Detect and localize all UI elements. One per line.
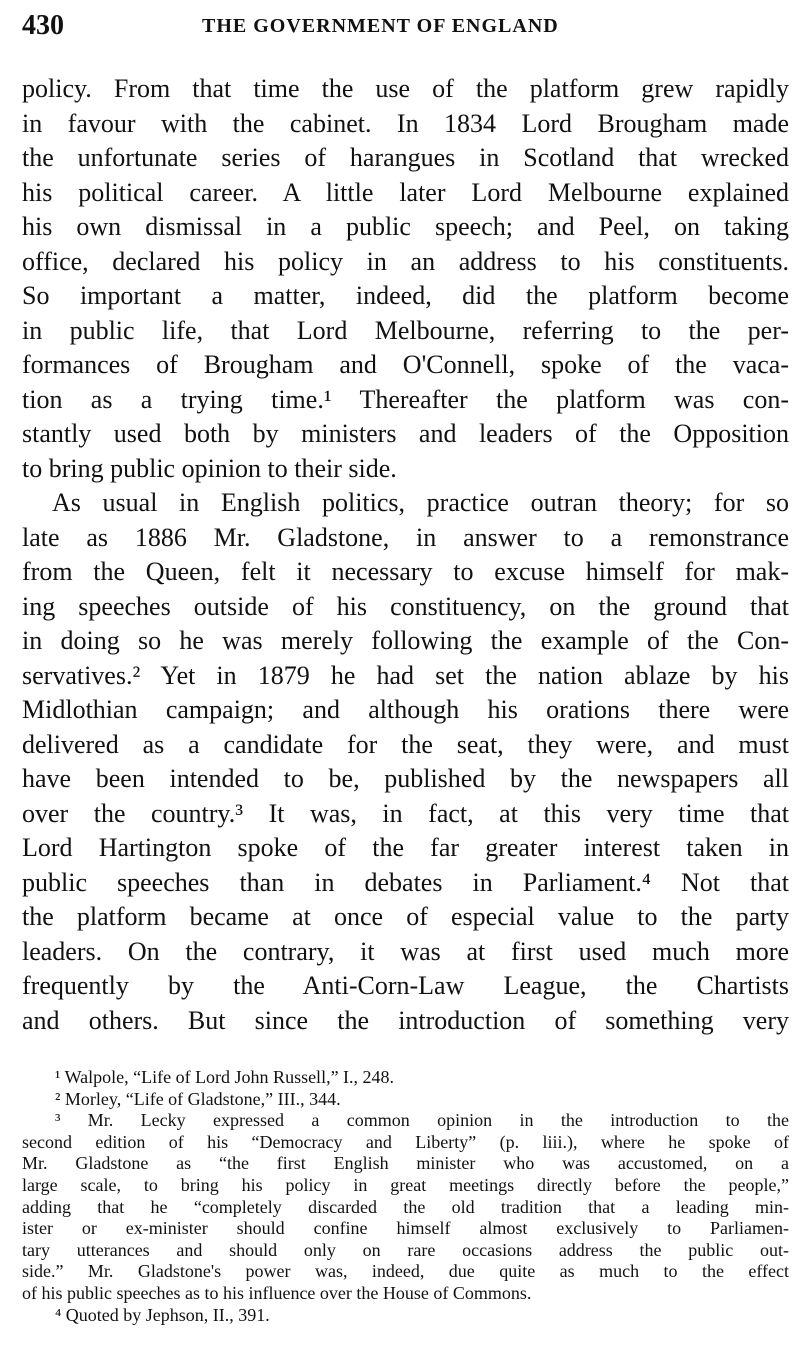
text-line: the platform became at once of especial value to the party xyxy=(22,902,789,931)
text-line: in favour with the cabinet. In 1834 Lord Brougham made xyxy=(22,108,789,138)
text-line: stantly used both by ministers and leaders of the Opposition xyxy=(22,419,789,448)
footnote-line: of his public speeches as to his influence over the House of Commons. xyxy=(22,1282,532,1303)
text-line: tion as a trying time.¹ Thereafter the platform was con- xyxy=(22,384,789,414)
text-line: public speeches than in debates in Parliament.⁴ Not that xyxy=(22,867,789,897)
text-line: and others. But since the introduction of something very xyxy=(22,1005,789,1035)
text-line: policy. From that time the use of the platform grew rapidly xyxy=(22,74,789,103)
footnote-2: ² Morley, “Life of Gladstone,” III., 344. xyxy=(55,1088,341,1109)
running-title: THE GOVERNMENT OF ENGLAND xyxy=(202,15,559,37)
footnote-line: side.” Mr. Gladstone's power was, indeed, due quite as much to the effect xyxy=(22,1261,789,1282)
text-line: ing speeches outside of his constituency, on the ground that xyxy=(22,591,789,621)
footnote-line: second edition of his “Democracy and Liberty” (p. liii.), where he spoke of xyxy=(22,1131,789,1152)
text-line: As usual in English politics, practice outran theory; for so xyxy=(52,488,789,517)
text-line: his own dismissal in a public speech; and Peel, on taking xyxy=(22,212,789,241)
text-line: the unfortunate series of harangues in Scotland that wrecked xyxy=(22,143,789,172)
body-text xyxy=(22,72,789,1038)
text-line: to bring public opinion to their side. xyxy=(22,453,397,483)
text-line: frequently by the Anti-Corn-Law League, the Chartists xyxy=(22,971,789,1000)
text-line: late as 1886 Mr. Gladstone, in answer to a remonstrance xyxy=(22,522,789,552)
text-line: So important a matter, indeed, did the platform become xyxy=(22,281,789,310)
text-line: have been intended to be, published by the newspapers all xyxy=(22,764,789,793)
text-line: from the Queen, felt it necessary to excuse himself for mak- xyxy=(22,557,789,586)
text-line: servatives.² Yet in 1879 he had set the nation ablaze by his xyxy=(22,660,789,690)
footnote-4: ⁴ Quoted by Jephson, II., 391. xyxy=(55,1304,270,1325)
text-line: office, declared his policy in an address to his constituents. xyxy=(22,246,789,276)
footnote-3: ³ Mr. Lecky expressed a common opinion in the introduction to the xyxy=(55,1110,789,1131)
footnote-line: tary utterances and should only on rare occasions address the public out- xyxy=(22,1239,789,1260)
text-line: in doing so he was merely following the example of the Con- xyxy=(22,626,789,655)
text-line: his political career. A little later Lord Melbourne explained xyxy=(22,177,789,207)
text-line: in public life, that Lord Melbourne, referring to the per- xyxy=(22,315,789,345)
text-line: over the country.³ It was, in fact, at this very time that xyxy=(22,798,789,828)
text-line: delivered as a candidate for the seat, they were, and must xyxy=(22,729,789,759)
footnote-line: large scale, to bring his policy in great meetings directly before the people,” xyxy=(22,1174,789,1195)
footnote-1: ¹ Walpole, “Life of Lord John Russell,” I., 248. xyxy=(55,1067,395,1087)
text-line: leaders. On the contrary, it was at first used much more xyxy=(22,936,789,966)
page-number: 430 xyxy=(22,10,64,41)
text-line: formances of Brougham and O'Connell, spoke of the vaca- xyxy=(22,350,789,379)
footnote-line: Mr. Gladstone as “the first English minister who was accustomed, on a xyxy=(22,1153,789,1174)
footnote-line: ister or ex-minister should confine himself almost exclusively to Parliamen- xyxy=(22,1218,789,1239)
text-line: Midlothian campaign; and although his orations there were xyxy=(22,695,789,724)
text-line: Lord Hartington spoke of the far greater interest taken in xyxy=(22,833,789,862)
footnotes xyxy=(22,1067,789,1326)
page-header xyxy=(22,8,792,44)
footnote-line: adding that he “completely discarded the old tradition that a leading min- xyxy=(22,1196,789,1217)
